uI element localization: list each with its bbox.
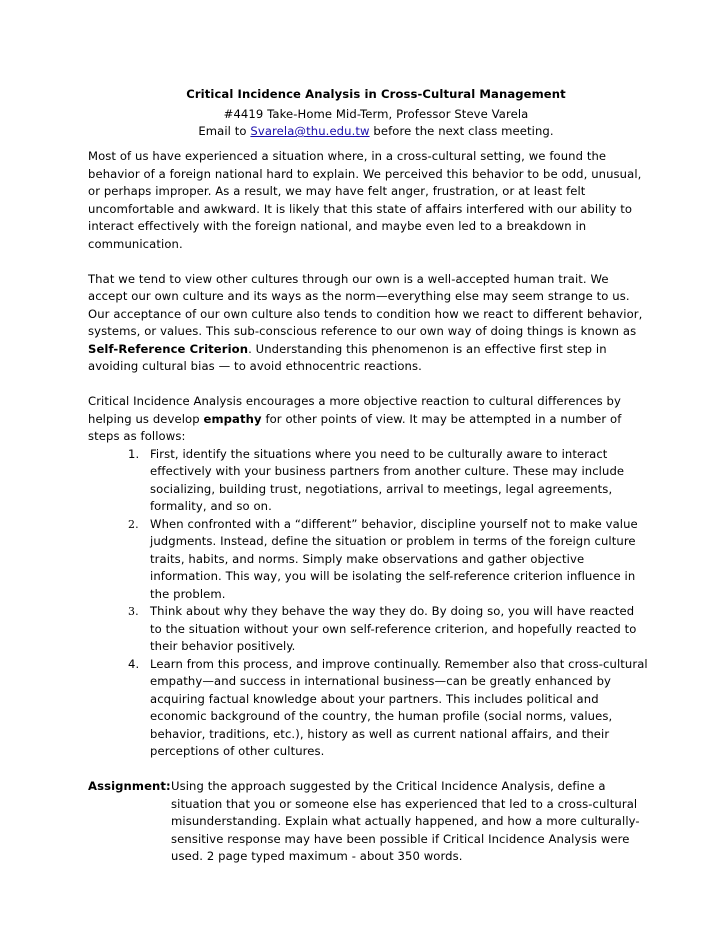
self-reference-criterion-term: Self-Reference Criterion (88, 341, 249, 356)
email-link[interactable]: Svarela@thu.edu.tw (250, 124, 370, 138)
step-number: 1. (128, 446, 140, 461)
empathy-term: empathy (203, 411, 262, 426)
paragraph-text: Critical Incidence Analysis encourages a more objective reaction to cultural differences by helping us develop (88, 394, 621, 426)
step-text: First, identify the situations where you need to be culturally aware to interact effectively with your business partners from another culture. These may include socializing, building trust, negotiations, arrival to meetings, legal agreements, formality, and so on. (150, 446, 625, 513)
assignment-text: Using the approach suggested by the Critical Incidence Analysis, define a situation that you or someone else has experienced that led to a cross-cultural misunderstanding. Explain what actually happened, and how a more culturally-sensitive response may have been possible if Critical Incidence Analysis were used. 2 page typed maximum - about 350 words. (171, 779, 640, 863)
list-item (88, 516, 648, 604)
paragraph-self-reference (88, 271, 648, 376)
email-prefix: Email to (198, 124, 247, 138)
paragraph-text: for other points of view. It may be attempted in a number of steps as follows: (88, 411, 622, 443)
spacer (88, 761, 648, 779)
paragraph-intro: Most of us have experienced a situation where, in a cross-cultural setting, we found the behavior of a foreign national hard to explain. We perceived this behavior to be odd, unusual, or perhaps improper. As a result, we may have felt anger, frustration, or at least felt uncomfortable and awkward. It is likely that this state of affairs interfered with our ability to interact effectively with the foreign national, and maybe even led to a breakdown in communication. (88, 149, 642, 251)
assignment-section (88, 778, 648, 866)
paragraph-empathy (88, 393, 648, 446)
spacer (88, 376, 648, 394)
document-page (88, 83, 648, 866)
course-info: #4419 Take-Home Mid-Term, Professor Steve Varela (223, 107, 529, 121)
spacer (88, 253, 648, 271)
step-text: When confronted with a “different” behavior, discipline yourself not to make value judgments. Instead, define the situation or problem in terms of the foreign culture traits, habits, and norms. Simply make observations and gather objective information. This way, you will be isolating the self-reference criterion influence in the problem. (150, 516, 638, 601)
spacer (88, 140, 648, 148)
assignment-label: Assignment: (88, 779, 171, 793)
steps-list (88, 446, 648, 761)
step-number: 4. (128, 656, 140, 671)
step-number: 3. (128, 605, 139, 618)
list-item (88, 603, 648, 656)
document-title: Critical Incidence Analysis in Cross-Cultural Management (186, 87, 566, 101)
step-text: Think about why they behave the way they do. By doing so, you will have reacted to the situation without your own self-reference criterion, and hopefully reacted to their behavior positively. (150, 604, 637, 653)
step-number: 2. (128, 517, 139, 531)
email-instruction (104, 123, 648, 140)
email-suffix: before the next class meeting. (373, 124, 554, 138)
paragraph-text: That we tend to view other cultures through our own is a well-accepted human trait. We accept our own culture and its ways as the norm—everything else may seem strange to us. Our acceptance of our own culture also tends to condition how we react to different behavior, systems, or values. This sub-conscious reference to our own way of doing things is known as (88, 271, 643, 338)
paragraph-text: . Understanding this phenomenon is an effective first step in avoiding cultural bias — to avoid ethnocentric reactions. (88, 341, 607, 373)
list-item (88, 446, 648, 516)
step-text: Learn from this process, and improve continually. Remember also that cross-cultural empathy—and success in international business—can be greatly enhanced by acquiring factual knowledge about your partners. This includes political and economic background of the country, the human profile (social norms, values, behavior, traditions, etc.), history as well as current national affairs, and their perceptions of other cultures. (150, 656, 648, 758)
list-item (88, 656, 648, 761)
